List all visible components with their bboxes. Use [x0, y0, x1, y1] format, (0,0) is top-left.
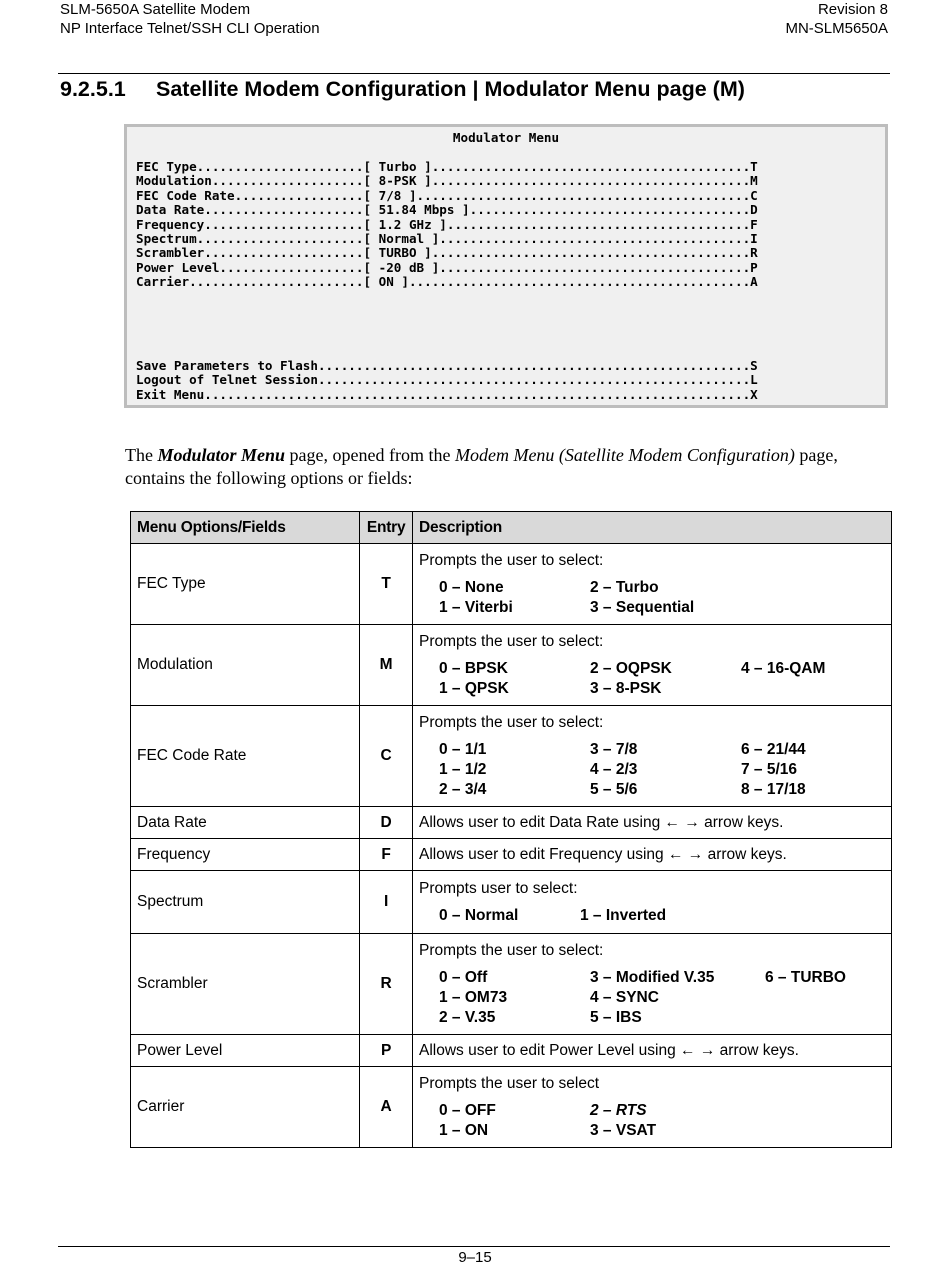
- option-item: 4 – SYNC: [590, 989, 659, 1006]
- option-list: [419, 968, 885, 1028]
- entry-key: T: [360, 544, 413, 625]
- revision-label: Revision 8: [817, 1, 888, 18]
- option-item: 7 – 5/16: [741, 761, 798, 778]
- manual-number: MN-SLM5650A: [785, 20, 888, 37]
- description-text: Prompts the user to select:: [419, 552, 604, 569]
- intro-paragraph: [125, 444, 895, 490]
- option-item: [741, 598, 861, 618]
- option-item: 0 – 1/1: [439, 741, 487, 758]
- terminal-line-power-level: Power Level...................[ -20 dB ].........................................P: [136, 260, 758, 275]
- entry-key: F: [360, 839, 413, 871]
- option-item: 4 – 16-QAM: [741, 660, 826, 677]
- header-divider: [58, 73, 890, 74]
- section-heading: [60, 77, 745, 102]
- table-row: [131, 1035, 892, 1067]
- terminal-screenshot: [124, 124, 888, 408]
- chapter-name: NP Interface Telnet/SSH CLI Operation: [60, 20, 320, 37]
- entry-key: R: [360, 934, 413, 1035]
- entry-key: D: [360, 807, 413, 839]
- option-item: 3 – 8-PSK: [590, 680, 662, 697]
- product-name: SLM-5650A Satellite Modem: [60, 1, 251, 18]
- option-item: 0 – OFF: [439, 1102, 496, 1119]
- table-row: [131, 871, 892, 934]
- table-row: [131, 625, 892, 706]
- option-item: 1 – OM73: [439, 989, 508, 1006]
- option-item: 0 – None: [439, 579, 504, 596]
- option-item: 1 – ON: [439, 1122, 489, 1139]
- field-name: Power Level: [131, 1035, 360, 1067]
- option-item: 3 – Modified V.35: [590, 969, 715, 986]
- option-item: 3 – Sequential: [590, 599, 695, 616]
- terminal-line-spectrum: Spectrum......................[ Normal ].........................................I: [136, 231, 758, 246]
- column-header-field: Menu Options/Fields: [131, 512, 360, 544]
- option-item: [741, 679, 861, 699]
- option-list: [419, 578, 885, 618]
- intro-text-1: The: [125, 445, 158, 465]
- table-row: [131, 544, 892, 625]
- option-item: 1 – QPSK: [439, 680, 509, 697]
- terminal-menu-title: Modulator Menu: [452, 130, 560, 145]
- description-cell: [413, 934, 892, 1035]
- entry-key: A: [360, 1067, 413, 1148]
- option-item: [765, 1008, 885, 1028]
- field-name: Carrier: [131, 1067, 360, 1148]
- terminal-line-carrier: Carrier.......................[ ON ].............................................A: [136, 275, 758, 290]
- option-item: [765, 988, 885, 1008]
- option-item: 5 – 5/6: [590, 781, 638, 798]
- table-row: [131, 839, 892, 871]
- option-list: [419, 659, 885, 699]
- option-item: 5 – IBS: [590, 1009, 642, 1026]
- column-header-description: Description: [413, 512, 892, 544]
- terminal-line-exit: Exit Menu........................................................................X: [136, 387, 758, 402]
- option-list: [419, 1101, 885, 1141]
- footer-divider: [58, 1246, 890, 1247]
- entry-key: P: [360, 1035, 413, 1067]
- table-row: [131, 934, 892, 1035]
- terminal-line-fec-code-rate: FEC Code Rate.................[ 7/8 ]............................................C: [136, 188, 758, 203]
- terminal-line-modulation: Modulation....................[ 8-PSK ]..........................................M: [136, 174, 758, 189]
- option-item: [741, 578, 861, 598]
- option-item: 2 – 3/4: [439, 781, 487, 798]
- section-title: Satellite Modem Configuration | Modulator Menu page (M): [156, 77, 745, 101]
- option-item: 0 – BPSK: [439, 660, 508, 677]
- option-item: 3 – 7/8: [590, 741, 638, 758]
- description-text: Prompts the user to select:: [419, 714, 604, 731]
- terminal-line-scrambler: Scrambler.....................[ TURBO ]..........................................R: [136, 246, 758, 261]
- description-cell: [413, 706, 892, 807]
- entry-key: C: [360, 706, 413, 807]
- option-item: 6 – TURBO: [765, 969, 846, 986]
- field-name: Scrambler: [131, 934, 360, 1035]
- option-item: 1 – 1/2: [439, 761, 487, 778]
- table-header-row: [131, 512, 892, 544]
- option-item: 2 – V.35: [439, 1009, 496, 1026]
- option-item: 2 – Turbo: [590, 579, 659, 596]
- terminal-menu-options: [136, 160, 875, 290]
- description-cell: [413, 1067, 892, 1148]
- option-list: [419, 740, 885, 800]
- page-number: 9–15: [458, 1249, 492, 1266]
- option-item: 8 – 17/18: [741, 781, 806, 798]
- entry-key: I: [360, 871, 413, 934]
- description-text: Allows user to edit Power Level using ← → arrow keys.: [413, 1035, 892, 1067]
- description-text: Allows user to edit Data Rate using ← → arrow keys.: [413, 807, 892, 839]
- description-text: Prompts the user to select:: [419, 942, 604, 959]
- description-text: Prompts the user to select:: [419, 633, 604, 650]
- field-name: Spectrum: [131, 871, 360, 934]
- option-item: 3 – VSAT: [590, 1122, 657, 1139]
- table-row: [131, 706, 892, 807]
- table-row: [131, 807, 892, 839]
- option-item: [741, 1121, 861, 1141]
- option-item: 4 – 2/3: [590, 761, 638, 778]
- description-cell: [413, 625, 892, 706]
- description-text: Prompts the user to select: [419, 1075, 600, 1092]
- option-list: [419, 906, 885, 926]
- terminal-line-data-rate: Data Rate.....................[ 51.84 Mbps ].....................................D: [136, 203, 758, 218]
- option-item: 1 – Inverted: [580, 907, 667, 924]
- description-cell: [413, 871, 892, 934]
- terminal-menu-actions: [136, 359, 875, 402]
- option-item: 2 – RTS: [590, 1102, 647, 1119]
- option-item: 1 – Viterbi: [439, 599, 513, 616]
- field-name: FEC Code Rate: [131, 706, 360, 807]
- field-name: Modulation: [131, 625, 360, 706]
- intro-menu-name: Modulator Menu: [157, 445, 286, 465]
- terminal-line-fec-type: FEC Type......................[ Turbo ]..........................................T: [136, 160, 758, 174]
- menu-options-table: [130, 511, 892, 1148]
- option-item: 0 – Off: [439, 969, 488, 986]
- document-header-right: [785, 0, 888, 38]
- document-header-left: [60, 0, 320, 38]
- field-name: Frequency: [131, 839, 360, 871]
- option-item: 0 – Normal: [439, 907, 519, 924]
- terminal-line-save: Save Parameters to Flash.........................................................S: [136, 359, 758, 373]
- option-item: [741, 1101, 861, 1121]
- option-item: 6 – 21/44: [741, 741, 806, 758]
- option-item: 2 – OQPSK: [590, 660, 672, 677]
- field-name: Data Rate: [131, 807, 360, 839]
- intro-text-2: page, opened from the: [285, 445, 455, 465]
- terminal-line-logout: Logout of Telnet Session.........................................................L: [136, 373, 758, 388]
- description-cell: [413, 544, 892, 625]
- terminal-line-frequency: Frequency.....................[ 1.2 GHz ]........................................F: [136, 217, 758, 232]
- description-text: Prompts user to select:: [419, 880, 578, 897]
- column-header-entry: Entry: [360, 512, 413, 544]
- description-text: Allows user to edit Frequency using ← → arrow keys.: [413, 839, 892, 871]
- table-row: [131, 1067, 892, 1148]
- entry-key: M: [360, 625, 413, 706]
- intro-text-3: page, contains the following options or fields:: [125, 445, 838, 488]
- field-name: FEC Type: [131, 544, 360, 625]
- intro-source-page: Modem Menu (Satellite Modem Configuration): [454, 445, 795, 465]
- section-number: 9.2.5.1: [60, 77, 126, 101]
